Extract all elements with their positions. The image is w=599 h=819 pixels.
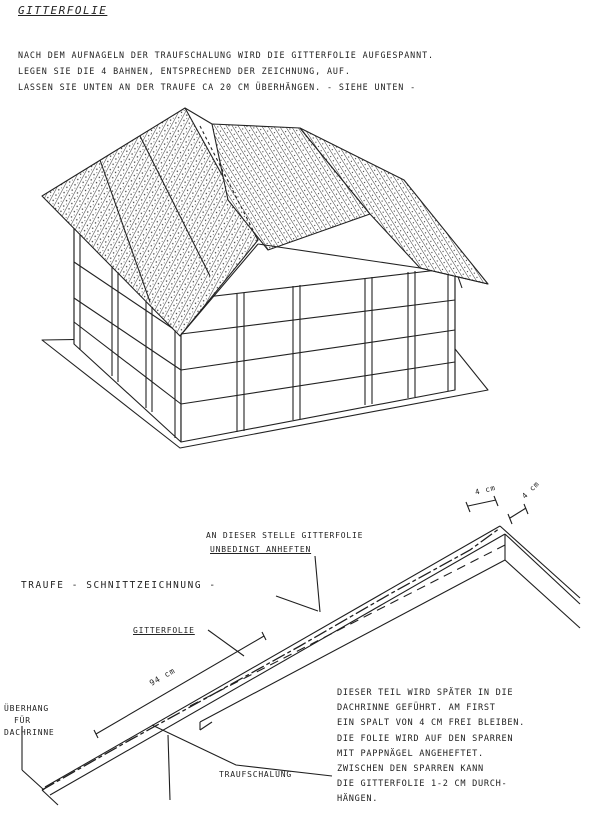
- note-line-3: EIN SPALT VON 4 CM FREI BLEIBEN.: [337, 718, 525, 729]
- dim-label-right: 4 cm: [520, 479, 542, 501]
- overhang-label-line-3: DACHRINNE: [4, 728, 55, 737]
- note-line-1: DIESER TEIL WIRD SPÄTER IN DIE: [337, 688, 514, 698]
- note-line-5: MIT PAPPNÄGEL ANGEHEFTET.: [337, 748, 484, 759]
- intro-line-1: NACH DEM AUFNAGELN DER TRAUFSCHALUNG WIRD DIE GITTERFOLIE AUFGESPANNT.: [18, 50, 434, 60]
- attach-label-line-2: UNBEDINGT ANHEFTEN: [210, 545, 312, 554]
- note-line-4: DIE FOLIE WIRD AUF DEN SPARREN: [337, 733, 514, 744]
- note-line-2: DACHRINNE GEFÜHRT. AM FIRST: [337, 703, 496, 714]
- note-line-8: HÄNGEN.: [337, 794, 379, 805]
- intro-line-3: LASSEN SIE UNTEN AN DER TRAUFE CA 20 CM ÜBERHÄNGEN. - SIEHE UNTEN -: [18, 82, 417, 92]
- section-title: TRAUFE - SCHNITTZEICHNUNG -: [21, 580, 217, 591]
- note-block: [337, 686, 597, 808]
- traufschalung-label: TRAUFSCHALUNG: [219, 770, 293, 779]
- page-title: GITTERFOLIE: [18, 4, 108, 17]
- note-line-6: ZWISCHEN DEN SPARREN KANN: [337, 764, 484, 775]
- attach-label-line-1: AN DIESER STELLE GITTERFOLIE: [206, 531, 364, 540]
- note-line-7: DIE GITTERFOLIE 1-2 CM DURCH-: [337, 779, 508, 790]
- side-wall: [181, 268, 455, 442]
- overhang-label-line-2: FÜR: [14, 716, 31, 725]
- overhang-label-line-1: ÜBERHANG: [4, 704, 49, 713]
- gitterfolie-label: GITTERFOLIE: [133, 626, 195, 635]
- dim-label-left: 4 cm: [474, 482, 497, 497]
- length-label: 94 cm: [148, 665, 177, 688]
- intro-line-2: LEGEN SIE DIE 4 BAHNEN, ENTSPRECHEND DER ZEICHNUNG, AUF.: [18, 66, 351, 76]
